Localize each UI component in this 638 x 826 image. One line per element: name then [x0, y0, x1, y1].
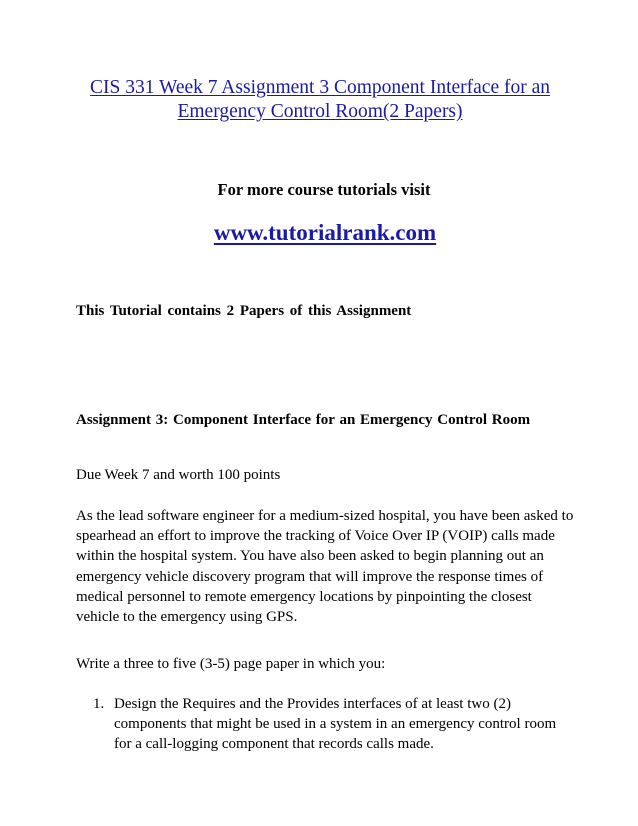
- website-container: [0, 220, 638, 246]
- due-text: Due Week 7 and worth 100 points: [76, 467, 281, 483]
- list-item-text: Design the Requires and the Provides interfaces of at least two (2) components that might be used in a system in an emergency control room for a call-logging component that records calls made.: [114, 696, 557, 753]
- title-link[interactable]: CIS 331 Week 7 Assignment 3 Component Interface for an Emergency Control Room(2 Papers): [89, 77, 551, 122]
- requirements-list: [76, 694, 576, 755]
- website-link[interactable]: www.tutorialrank.com: [213, 220, 437, 245]
- visit-text: For more course tutorials visit: [217, 180, 431, 199]
- write-intro: Write a three to five (3-5) page paper in which you:: [76, 656, 386, 672]
- tutorial-contains-text: This Tutorial contains 2 Papers of this Assignment: [76, 303, 412, 319]
- list-item-number: 1.: [93, 696, 105, 712]
- body-paragraph: As the lead software engineer for a medium-sized hospital, you have been asked to spearhead an effort to improve the tracking of Voice Over IP (VOIP) calls made within the hospital system. You have also been asked to begin planning out an emergency vehicle discovery program that will improve the response times of medical personnel to remote emergency locations by pinpointing the closest vehicle to the emergency using GPS.: [76, 508, 574, 626]
- list-item: [76, 694, 576, 755]
- assignment-heading: Assignment 3: Component Interface for an Emergency Control Room: [76, 412, 531, 428]
- document-title: [60, 76, 580, 124]
